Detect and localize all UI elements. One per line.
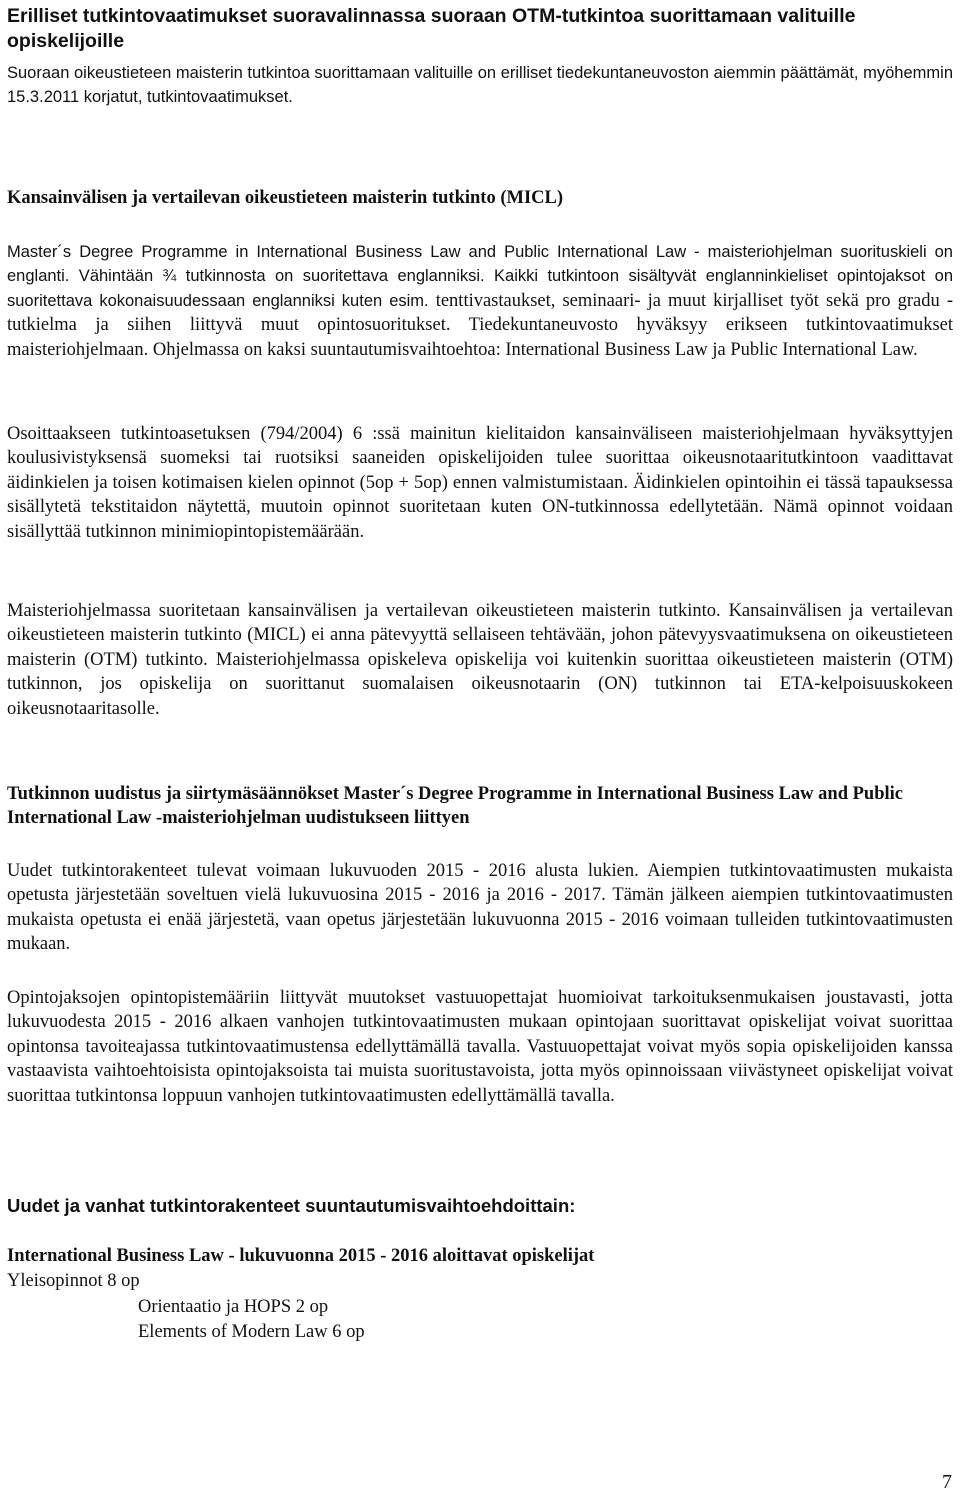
micl-paragraph-2: Osoittaakseen tutkintoasetuksen (794/2004) 6 :ssä mainitun kielitaidon kansainväliseen maisteriohjelmaan hyväksyttyjen koulusivistyksensä suomeksi tai ruotsiksi saaneiden opiskelijoiden tulee suorittaa oikeusnotaaritutkintoon vaadittavat äidinkielen ja toisen kotimaisen kielen opinnot (5op + 5op) ennen valmistumistaan. Äidinkielen opintoihin ei tässä tapauksessa sisällytetä tekstitaidon näytettä, muutoin opinnot suoritetaan kuten ON-tutkinnossa edellytetään. Nämä opinnot voidaan sisällyttää tutkinnon minimiopintopistemäärään. <box>7 424 953 542</box>
general-studies-item: Yleisopinnot 8 op <box>7 1271 140 1291</box>
micl-heading: Kansainvälisen ja vertailevan oikeustieteen maisterin tutkinto (MICL) <box>7 188 564 208</box>
main-heading: Erilliset tutkintovaatimukset suoravalinnassa suoraan OTM-tutkintoa suorittamaan valituille opiskelijoille <box>7 5 856 52</box>
reform-paragraph-2: Opintojaksojen opintopistemääriin liittyvät muutokset vastuuopettajat huomioivat tarkoituksenmukaisen joustavasti, jotta lukuvuodesta 2015 - 2016 alkaen vanhojen tutkintovaatimusten mukaan opintojaan suorittavat opiskelijat voivat suorittaa opintonsa tavoiteajassa tutkintovaatimustensa edellyttämällä tavalla. Vastuuopettajat voivat myös sopia opiskelijoiden kanssa vastaavista vaihtoehtoisista opintojaksoista tai muista suoritustavoista, jotta myös opinnoissaan viivästyneet opiskelijat voivat suorittaa tutkintonsa loppuun vanhojen tutkintovaatimusten edellyttämällä tavalla. <box>7 988 953 1106</box>
micl-paragraph-1-serif: tenttivastaukset, seminaari- ja muut kirjalliset työt sekä pro gradu -tutkielma ja siihen liittyvä muut opintosuoritukset. Tiedekuntaneuvosto hyväksyy erikseen tutkintovaatimukset maisteriohjelmaan. Ohjelmassa on kaksi suuntautumisvaihtoehtoa: International Business Law ja Public International Law. <box>7 290 953 360</box>
reform-paragraph-1: Uudet tutkintorakenteet tulevat voimaan lukuvuoden 2015 - 2016 alusta lukien. Aiempien tutkintovaatimusten mukaista opetusta järjestetään soveltuen vielä lukuvuosina 2015 - 2016 ja 2016 - 2017. Tämän jälkeen aiempien tutkintovaatimusten mukaista opetusta ei enää järjestetä, vaan opetus järjestetään lukuvuonna 2015 - 2016 voimaan tulleiden tutkintovaatimusten mukaan. <box>7 861 953 955</box>
course-item: Elements of Modern Law 6 op <box>138 1322 365 1342</box>
micl-paragraph-1-sans: Master´s Degree Programme in International Business Law and Public International Law - maisteriohjelman suorituskieli on englanti. Vähintään ¾ tutkinnosta on suoritettava englanniksi. Kaikki tutkintoon sisältyvät englanninkieliset opintojaksot on suoritettava kokonaisuudessaan englanniksi kuten esim. <box>7 243 953 310</box>
course-item: Orientaatio ja HOPS 2 op <box>138 1297 329 1317</box>
reform-heading: Tutkinnon uudistus ja siirtymäsäännökset Master´s Degree Programme in International Business Law and Public International Law -maisteriohjelman uudistukseen liittyen <box>7 784 903 829</box>
structures-heading: Uudet ja vanhat tutkintorakenteet suuntautumisvaihtoehdoittain: <box>7 1195 576 1216</box>
micl-paragraph-1 <box>7 240 953 362</box>
micl-paragraph-3: Maisteriohjelmassa suoritetaan kansainvälisen ja vertailevan oikeustieteen maisterin tutkinto. Kansainvälisen ja vertailevan oikeustieteen maisterin tutkinto (MICL) ei anna pätevyyttä sellaiseen tehtävään, johon pätevyysvaatimuksena on oikeustieteen maisterin (OTM) tutkinto. Maisteriohjelmassa opiskeleva opiskelija voi kuitenkin suorittaa oikeustieteen maisterin (OTM) tutkinnon, jos opiskelija on suorittanut suomalaisen oikeusnotaarin (ON) tutkinnon tai ETA-kelpoisuuskokeen oikeusnotaaritasolle. <box>7 601 953 719</box>
page-number: 7 <box>942 1471 952 1493</box>
intro-paragraph: Suoraan oikeustieteen maisterin tutkintoa suorittamaan valituille on erilliset tiedekuntaneuvoston aiemmin päättämät, myöhemmin 15.3.2011 korjatut, tutkintovaatimukset. <box>7 64 953 107</box>
ibl-heading: International Business Law - lukuvuonna 2015 - 2016 aloittavat opiskelijat <box>7 1246 595 1266</box>
